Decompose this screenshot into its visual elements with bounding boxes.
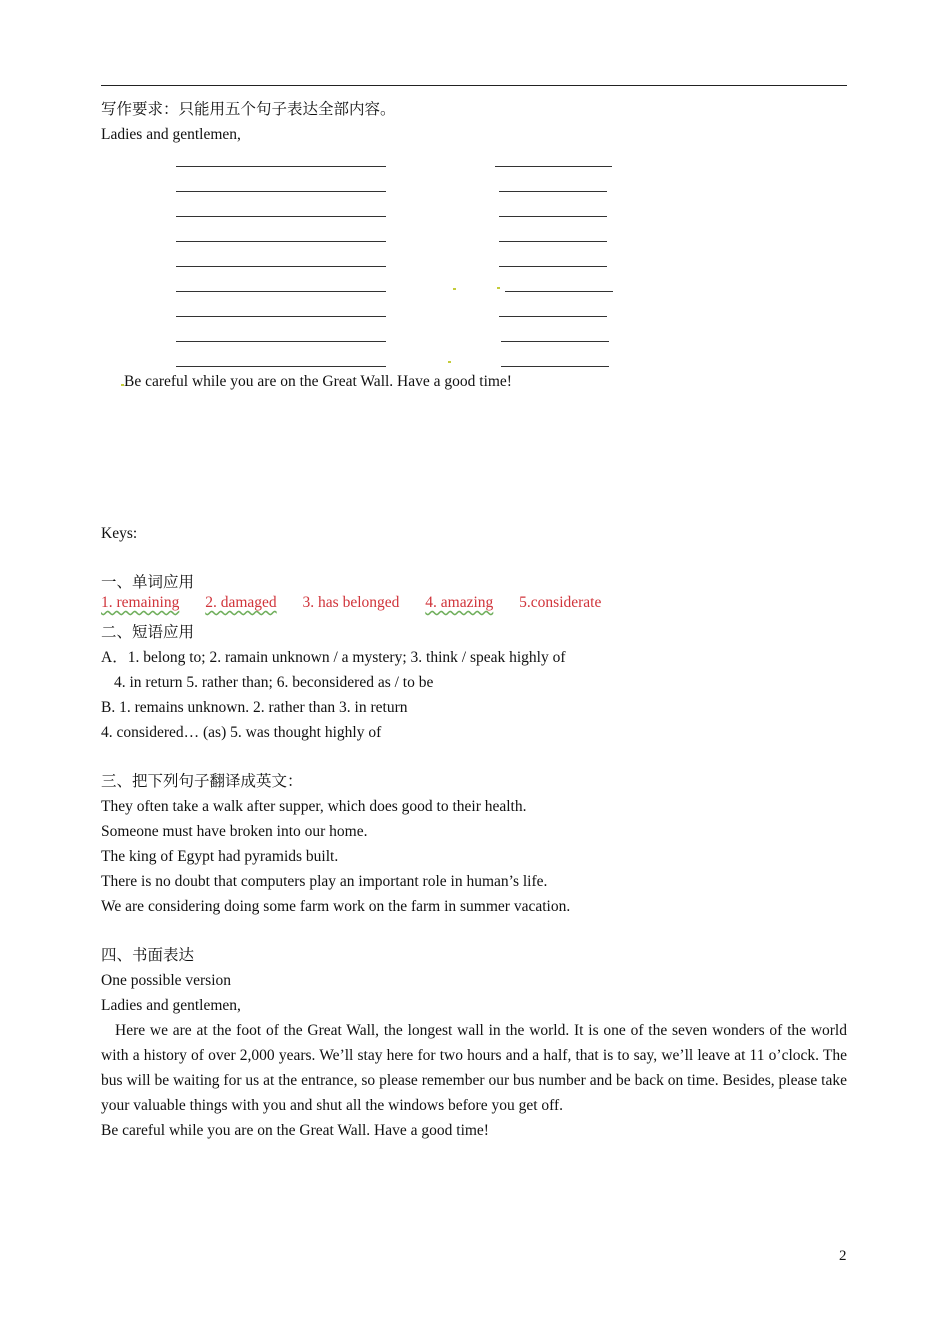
blank-line[interactable] bbox=[495, 166, 612, 167]
blank-line[interactable] bbox=[176, 341, 386, 342]
blank-line[interactable] bbox=[176, 166, 386, 167]
keys-title: Keys: bbox=[101, 525, 138, 542]
writing-requirement: 写作要求：只能用五个句子表达全部内容。 bbox=[101, 101, 396, 118]
translation-line: We are considering doing some farm work on the farm in summer vacation. bbox=[101, 898, 571, 915]
translation-line: The king of Egypt had pyramids built. bbox=[101, 848, 339, 865]
answer-2: 2. damaged bbox=[205, 594, 277, 611]
blank-line[interactable] bbox=[499, 216, 607, 217]
blank-line[interactable] bbox=[176, 191, 386, 192]
answer-1: 1. remaining bbox=[101, 594, 180, 611]
blank-line[interactable] bbox=[176, 241, 386, 242]
blank-line[interactable] bbox=[176, 291, 386, 292]
section2-line: 4. considered… (as) 5. was thought highly of bbox=[101, 724, 382, 741]
blank-line[interactable] bbox=[176, 316, 386, 317]
blank-line[interactable] bbox=[499, 191, 607, 192]
answer-5: 5.considerate bbox=[519, 594, 602, 611]
blank-line[interactable] bbox=[499, 316, 607, 317]
salutation: Ladies and gentlemen, bbox=[101, 126, 241, 143]
translation-line: They often take a walk after supper, which does good to their health. bbox=[101, 798, 527, 815]
blank-line[interactable] bbox=[499, 241, 607, 242]
answer-3: 3. has belonged bbox=[302, 594, 400, 611]
section2-title: 二、短语应用 bbox=[101, 624, 195, 641]
translation-line: Someone must have broken into our home. bbox=[101, 823, 368, 840]
section4-body: Here we are at the foot of the Great Wall, the longest wall in the world. It is one of the seven wonders of the world with a history of over 2,000 years. We’ll stay here for two hours and a half, that is to say, we’ll leave at 11 o’clock. The bus will be waiting for us at the entrance, so please remember our bus number and be back on time. Besides, please take your valuable things with you and shut all the windows before you get off. bbox=[101, 1022, 847, 1114]
stray-mark bbox=[453, 288, 456, 290]
section1-answers bbox=[101, 594, 623, 612]
blank-line[interactable] bbox=[505, 291, 613, 292]
blank-line[interactable] bbox=[176, 266, 386, 267]
section4-subtitle: One possible version bbox=[101, 972, 232, 989]
section1-title: 一、单词应用 bbox=[101, 574, 195, 591]
section4-title: 四、书面表达 bbox=[101, 947, 195, 964]
answer-4: 4. amazing bbox=[425, 594, 494, 611]
page-number: 2 bbox=[839, 1248, 847, 1264]
section4-closing: Be careful while you are on the Great Wall. Have a good time! bbox=[101, 1122, 489, 1139]
section4-salutation: Ladies and gentlemen, bbox=[101, 997, 241, 1014]
closing-line: Be careful while you are on the Great Wall. Have a good time! bbox=[124, 373, 512, 390]
blank-line[interactable] bbox=[499, 266, 607, 267]
blank-line[interactable] bbox=[501, 341, 609, 342]
section2-line: B. 1. remains unknown. 2. rather than 3. in return bbox=[101, 699, 408, 716]
section2-line: 4. in return 5. rather than; 6. beconsidered as / to be bbox=[114, 674, 434, 691]
blank-line[interactable] bbox=[176, 366, 386, 367]
section3-title: 三、把下列句子翻译成英文： bbox=[101, 773, 303, 790]
stray-mark bbox=[448, 361, 451, 363]
translation-line: There is no doubt that computers play an important role in human’s life. bbox=[101, 873, 548, 890]
header-rule bbox=[101, 85, 847, 86]
section2-line: A．1. belong to; 2. ramain unknown / a mystery; 3. think / speak highly of bbox=[101, 649, 566, 666]
blank-line[interactable] bbox=[176, 216, 386, 217]
stray-mark bbox=[497, 287, 500, 289]
blank-line[interactable] bbox=[501, 366, 609, 367]
